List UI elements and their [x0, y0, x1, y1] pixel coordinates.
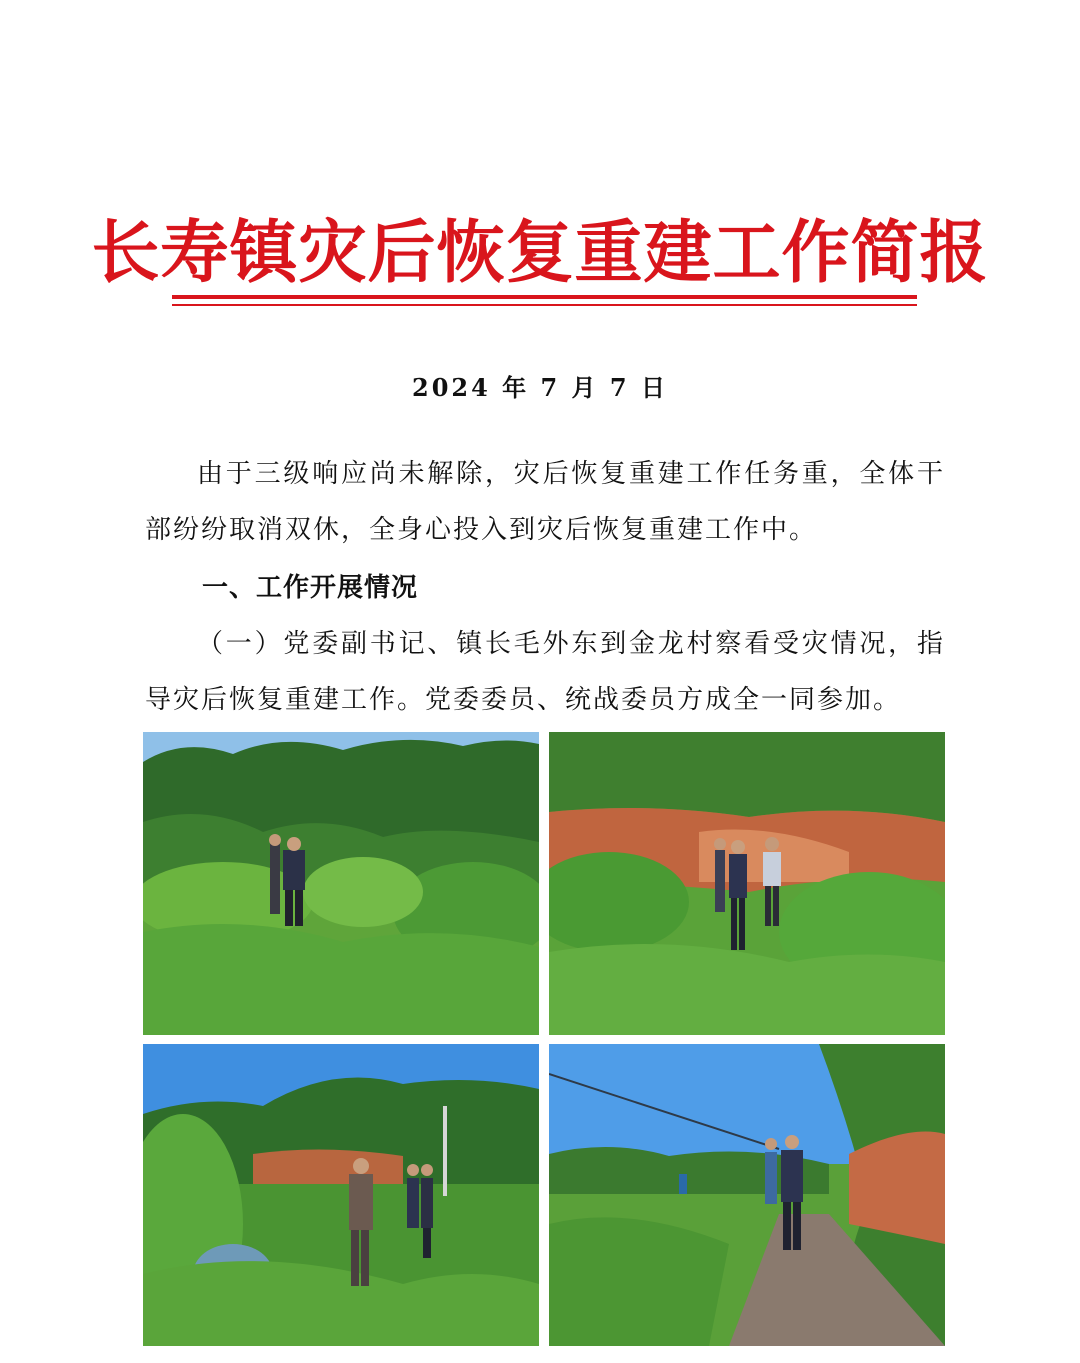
document-title: 长寿镇灾后恢复重建工作简报	[91, 213, 989, 293]
title-rule-thin	[172, 304, 917, 306]
title-rule-thick	[172, 295, 917, 299]
photo-pond-hill	[143, 1044, 539, 1346]
intro-paragraph: 由于三级响应尚未解除，灾后恢复重建工作任务重，全体干部纷纷取消双休，全身心投入到灾后恢复重建工作中。	[145, 459, 945, 545]
photo-hillside-inspection	[143, 732, 539, 1035]
document-date: 2024 年 7 月 7 日	[412, 373, 668, 402]
photo-landslide-site	[549, 732, 945, 1035]
section-heading: 一、工作开展情况	[202, 573, 419, 603]
photo-dirt-road	[549, 1044, 945, 1346]
item-one-paragraph: （一）党委副书记、镇长毛外东到金龙村察看受灾情况，指导灾后恢复重建工作。党委委员、统战委员方成全一同参加。	[145, 629, 945, 715]
